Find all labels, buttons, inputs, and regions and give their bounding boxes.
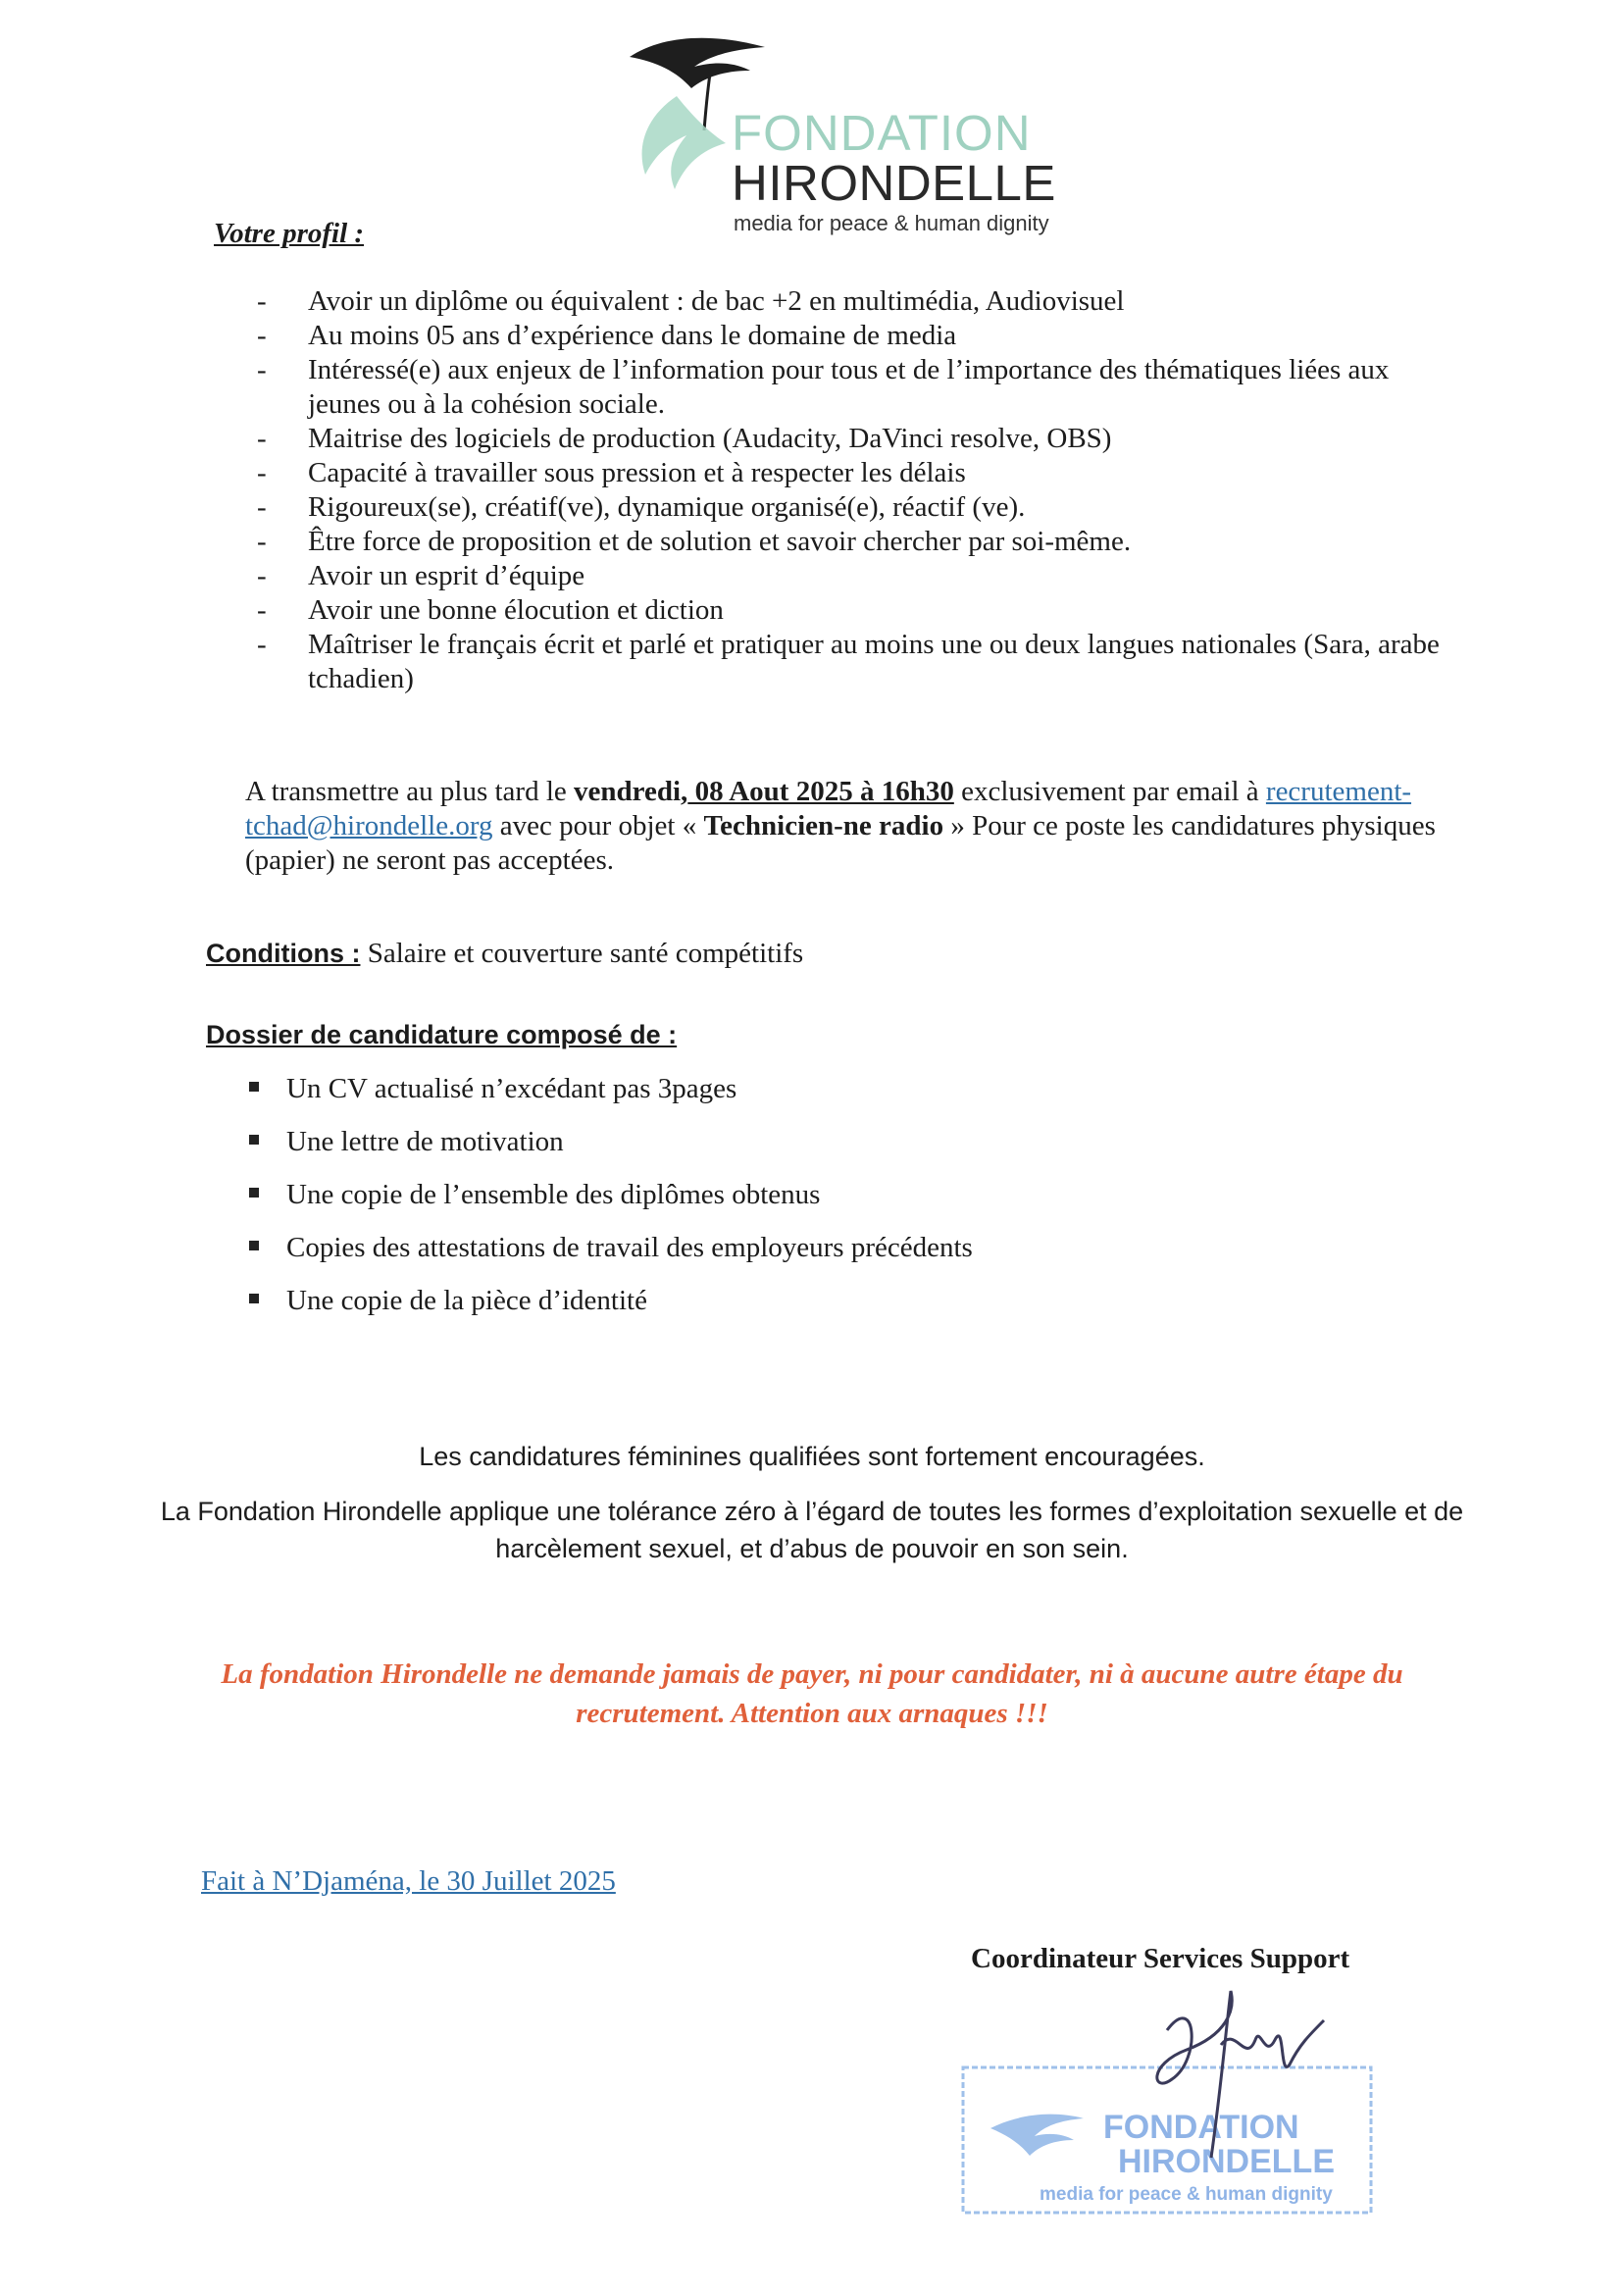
profil-item: - Avoir un esprit d’équipe — [257, 560, 585, 591]
profil-item: - Avoir une bonne élocution et diction — [257, 594, 724, 626]
signatory-title: Coordinateur Services Support — [971, 1943, 1350, 1974]
logo-word-hirondelle: HIRONDELLE — [732, 155, 1056, 211]
logo-tagline: media for peace & human dignity — [734, 211, 1049, 235]
bullet-square-icon — [249, 1294, 259, 1303]
stamp-swallow-icon — [990, 2115, 1084, 2156]
deadline-day: vendredi, — [574, 776, 688, 807]
handwritten-signature — [1128, 1971, 1344, 2167]
dossier-item: Une copie de la pièce d’identité — [247, 1284, 973, 1337]
email-subject: Technicien-ne radio — [703, 810, 944, 841]
profil-item: - Être force de proposition et de solution et savoir chercher par soi-même. — [257, 526, 1132, 557]
profil-item: - Maîtriser le français écrit et parlé et pratiquer au moins une ou deux langues nationales (Sara, arabe tchadien) — [257, 629, 1440, 694]
profil-item: - Capacité à travailler sous pression et à respecter les délais — [257, 457, 966, 488]
profil-item: - Avoir un diplôme ou équivalent : de bac +2 en multimédia, Audiovisuel — [257, 285, 1125, 317]
profil-heading: Votre profil : — [214, 218, 365, 249]
scam-warning: La fondation Hirondelle ne demande jamais de payer, ni pour candidater, ni à aucune autre étape du recrutement. Attention aux arnaques !!! — [221, 1658, 1403, 1729]
stamp-word2: HIRONDELLE — [1118, 2143, 1335, 2180]
logo-word-fondation: FONDATION — [732, 105, 1032, 161]
dossier-item: Une lettre de motivation — [247, 1125, 973, 1178]
bullet-square-icon — [249, 1082, 259, 1092]
submission-instructions: A transmettre au plus tard le vendredi, 08 Aout 2025 à 16h30 exclusivement par email à recrutement-tchad@hirondelle.org avec pour objet « Technicien-ne radio » Pour ce poste les candidatures physiques (papier) ne seront pas acceptées. — [245, 776, 1436, 876]
bullet-square-icon — [249, 1135, 259, 1145]
dossier-item: Une copie de l’ensemble des diplômes obtenus — [247, 1178, 973, 1231]
profil-item: - Au moins 05 ans d’expérience dans le domaine de media — [257, 320, 957, 351]
bullet-square-icon — [249, 1188, 259, 1198]
dossier-item: Copies des attestations de travail des employeurs précédents — [247, 1231, 973, 1284]
email-link[interactable]: recrutement-tchad@hirondelle.org — [245, 776, 1412, 841]
profil-item: - Maitrise des logiciels de production (Audacity, DaVinci resolve, OBS) — [257, 423, 1112, 454]
profil-item: - Intéressé(e) aux enjeux de l’information pour tous et de l’importance des thématiques liées aux jeunes ou à la cohésion sociale. — [257, 354, 1390, 420]
dossier-item: Un CV actualisé n’excédant pas 3pages — [247, 1072, 973, 1125]
dossier-list — [247, 1072, 973, 1337]
conditions-label: Conditions : — [206, 939, 361, 968]
place-date: Fait à N’Djaména, le 30 Juillet 2025 — [201, 1865, 616, 1897]
stamp-tagline: media for peace & human dignity — [1040, 2184, 1333, 2205]
profil-item: - Rigoureux(se), créatif(ve), dynamique organisé(e), réactif (ve). — [257, 491, 1026, 523]
feminine-encouragement: Les candidatures féminines qualifiées sont fortement encouragées. — [419, 1442, 1205, 1471]
conditions: Conditions : Salaire et couverture santé compétitifs — [206, 938, 804, 969]
zero-tolerance-statement: La Fondation Hirondelle applique une tolérance zéro à l’égard de toutes les formes d’exploitation sexuelle et de harcèlement sexuel, et d’abus de pouvoir en son sein. — [160, 1497, 1464, 1563]
stamp-word1: FONDATION — [1103, 2109, 1299, 2146]
bullet-square-icon — [249, 1241, 259, 1250]
deadline-date: 08 Aout 2025 à 16h30 — [687, 776, 954, 807]
profil-list — [257, 284, 1463, 696]
dossier-title: Dossier de candidature composé de : — [206, 1020, 678, 1049]
fondation-hirondelle-logo — [618, 27, 1069, 233]
